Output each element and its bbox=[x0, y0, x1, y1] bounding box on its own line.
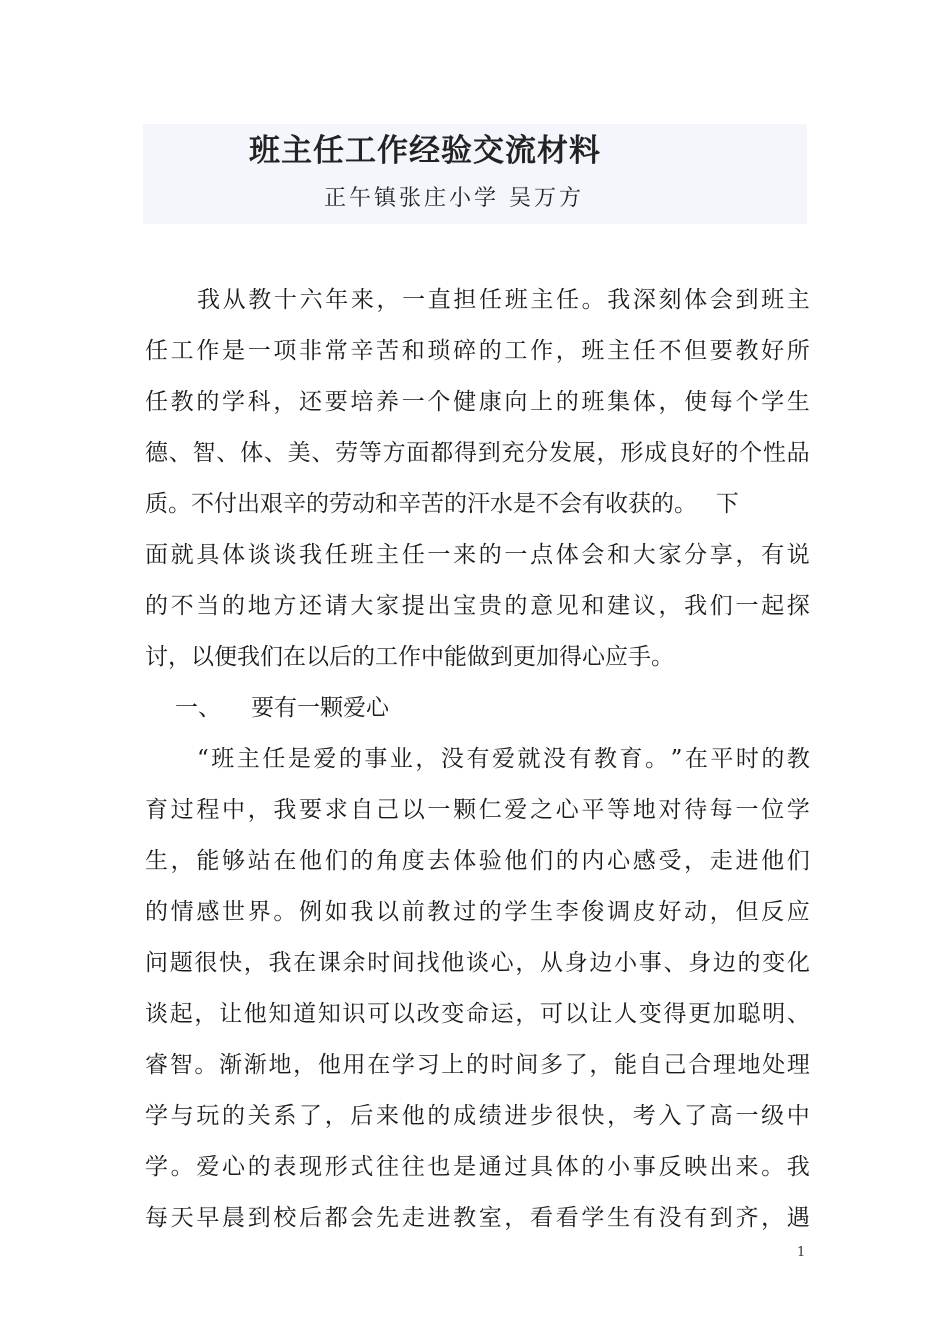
paragraph-line: 生 ， 能 够 站 在 他 们 的 角 度 去 体 验 他 们 的 内 心 感 受 ， 走 进 他 们 bbox=[145, 848, 810, 874]
paragraph-line: 的 情 感 世 界 。 例 如 我 以 前 教 过 的 学 生 李 俊 调 皮 好 动 ， 但 反 应 bbox=[145, 899, 810, 925]
paragraph-line: 我 从 教 十 六 年 来 ， 一 直 担 任 班 主 任 。 我 深 刻 体 会 到 班 主 bbox=[197, 287, 810, 313]
paragraph-line: 德 、 智 、 体 、 美 、 劳 等 方 面 都 得 到 充 分 发 展 ， 形 成 良 好 的 个 性 品 bbox=[145, 440, 810, 466]
paragraph-line: 学 。 爱 心 的 表 现 形 式 往 往 也 是 通 过 具 体 的 小 事 反 映 出 来 。 我 bbox=[145, 1154, 810, 1180]
document-body bbox=[145, 279, 810, 1248]
paragraph-line: 每 天 早 晨 到 校 后 都 会 先 走 进 教 室 ， 看 看 学 生 有 没 有 到 齐 ， 遇 bbox=[145, 1205, 810, 1231]
paragraph-line: 谈 起 ， 让 他 知 道 知 识 可 以 改 变 命 运 ， 可 以 让 人 变 得 更 加 聪 明 、 bbox=[145, 1001, 810, 1027]
paragraph-line: 学 与 玩 的 关 系 了 ， 后 来 他 的 成 绩 进 步 很 快 ， 考 入 了 高 一 级 中 bbox=[145, 1103, 810, 1129]
section-heading-text: 要有一颗爱心 bbox=[251, 695, 389, 721]
document-author-line: 正午镇张庄小学 吴万方 bbox=[324, 186, 584, 211]
paragraph-line: 育 过 程 中 ， 我 要 求 自 己 以 一 颗 仁 爱 之 心 平 等 地 对 待 每 一 位 学 bbox=[145, 797, 810, 823]
paragraph-line: 的 不 当 的 地 方 还 请 大 家 提 出 宝 贵 的 意 见 和 建 议 ， 我 们 一 起 探 bbox=[145, 593, 810, 619]
document-title: 班主任工作经验交流材料 bbox=[249, 133, 601, 169]
paragraph-line: 质。不付出艰辛的劳动和辛苦的汗水是不会有收获的。 下 bbox=[145, 491, 739, 517]
paragraph-line: 问 题 很 快 ， 我 在 课 余 时 间 找 他 谈 心 ， 从 身 边 小 事 、 身 边 的 变 化 bbox=[145, 950, 810, 976]
paragraph-line: 面 就 具 体 谈 谈 我 任 班 主 任 一 来 的 一 点 体 会 和 大 家 分 享 ， 有 说 bbox=[145, 542, 810, 568]
paragraph-line: “ 班 主 任 是 爱 的 事 业 ， 没 有 爱 就 没 有 教 育 。 ” 在 平 时 的 教 bbox=[197, 746, 810, 772]
paragraph-line: 任 工 作 是 一 项 非 常 辛 苦 和 琐 碎 的 工 作 ， 班 主 任 不 但 要 教 好 所 bbox=[145, 338, 810, 364]
section-heading bbox=[145, 687, 810, 738]
section-heading-number: 一、 bbox=[175, 695, 221, 721]
paragraph-line: 睿 智 。 渐 渐 地 ， 他 用 在 学 习 上 的 时 间 多 了 ， 能 自 己 合 理 地 处 理 bbox=[145, 1052, 810, 1078]
paragraph-line: 任 教 的 学 科 ， 还 要 培 养 一 个 健 康 向 上 的 班 集 体 ， 使 每 个 学 生 bbox=[145, 389, 810, 415]
paragraph-line: 讨，以便我们在以后的工作中能做到更加得心应手。 bbox=[145, 644, 674, 670]
page-number: 1 bbox=[797, 1245, 806, 1260]
